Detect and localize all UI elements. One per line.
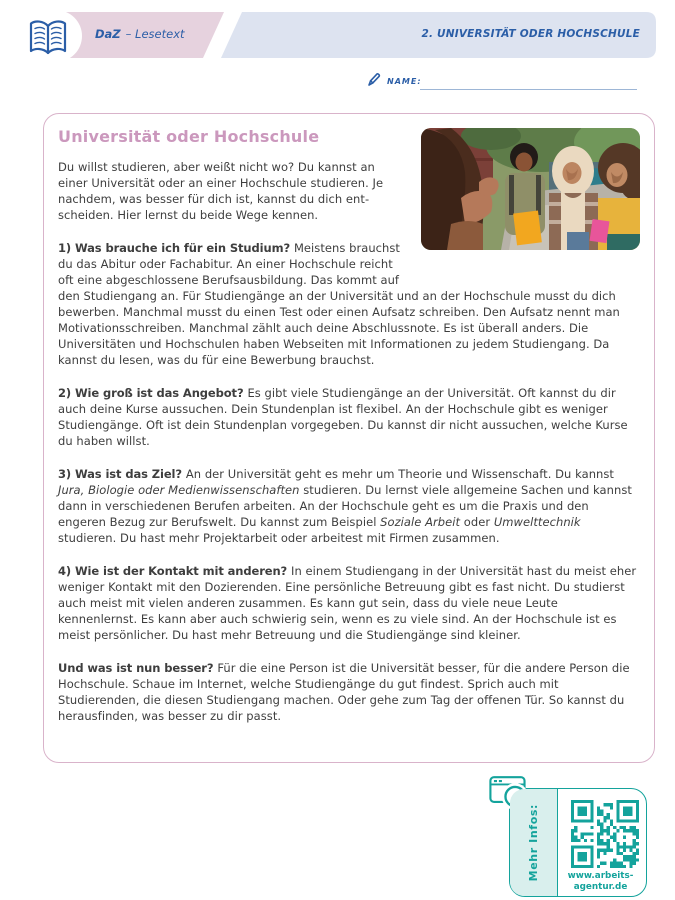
article-paragraph: 4) Wie ist der Kontakt mit anderen? In einem Studiengang in der Universität hast du meist eher weniger Kontakt mit den Dozierenden. Eine persönliche Betreuung gibt es fast nicht. Du studierst auch meist mit vielen anderen zusammen. Es kann gut sein, dass du viele neue Leute kennenlernst. Es kann aber auch schwierig sein, wenn es zu viele sind. An der Hochschule ist es meist persönlicher. Du hast mehr Betreuung und die Studiengänge sind kleiner.: [58, 564, 637, 642]
reading-box: [43, 113, 655, 763]
students-photo: [421, 128, 640, 250]
article-paragraph: Du willst studieren, aber weißt nicht wo? Du kannst an einer Universität oder an einer Hochschule studieren. Je nachdem, was besser für dich ist, kannst du dich entscheiden. Hier lernst du beide Wege kennen.: [58, 160, 384, 222]
name-label: NAME:: [387, 77, 422, 86]
qr-url-line2: agentur.de: [573, 882, 628, 892]
qr-panel: [509, 788, 647, 897]
category-rest: – Lesetext: [125, 27, 185, 41]
article-paragraph: 1) Was brauche ich für ein Studium? Meistens brauchst du das Abitur oder Fachabitur. An einer Hochschule reicht oft eine abgeschlossene Berufsausbildung. Das kommt auf den Studiengang an. Für Studiengänge an der Universität und an der Hochschule musst du dich bewerben. Manchmal musst du einen Test oder einen Aufsatz schreiben. Den Aufsatz nennt man Motivationsschreiben. Manchmal zählt auch deine Abschlussnote. Es ist überall anders. Die Universitäten und Hochschulen haben Webseiten mit Informationen zu jedem Studiengang. Da kannst du lesen, was du für eine Bewerbung brauchst.: [58, 241, 620, 367]
qr-strip-label: Mehr Infos:: [527, 803, 540, 882]
category-brand: DaZ: [95, 27, 121, 41]
lesson-title: 2. UNIVERSITÄT ODER HOCHSCHULE: [421, 28, 640, 40]
article-paragraph: Und was ist nun besser? Für die eine Person ist die Universität besser, für die andere Person die Hochschule. Schaue im Internet, welche Studiengänge du gut findest. Sprich auch mit Studierenden, die diesen Studiengang machen. Oder gehe zum Tag der offenen Tür. So kannst du herausfinden, was besser zu dir passt.: [58, 661, 630, 723]
article-paragraph: 2) Wie groß ist das Angebot? Es gibt viele Studiengänge an der Universität. Oft kannst du dir auch deine Kurse aussuchen. Dein Stundenplan ist flexibel. An der Hochschule gibt es weniger Studiengänge. Oft ist dein Stundenplan vorgegeben. Du kannst dir nicht aussuchen, welche Kurse du haben willst.: [58, 386, 628, 448]
pencil-icon: [366, 71, 382, 88]
article-title: Universität oder Hochschule: [58, 127, 320, 146]
qr-strip: [510, 789, 558, 896]
qr-url-line1: www.arbeits-: [567, 871, 634, 881]
article-paragraph: 3) Was ist das Ziel? An der Universität geht es mehr um Theorie und Wissenschaft. Du kannst Jura, Biologie oder Medienwissenschaften studieren. Du lernst viele allgemeine Sachen und kannst dann in verschiedenen Berufen arbeiten. An der Hochschule geht es um die Praxis und den engeren Bezug zur Berufswelt. Du kannst zum Beispiel Soziale Arbeit oder Umwelttechnik studieren. Du hast mehr Projektarbeit oder arbeitest mit Firmen zusammen.: [58, 467, 632, 545]
category-tab-label: [95, 27, 185, 41]
qr-url-link[interactable]: [557, 871, 644, 893]
name-input-line[interactable]: [420, 74, 637, 90]
qr-code: [570, 800, 640, 868]
